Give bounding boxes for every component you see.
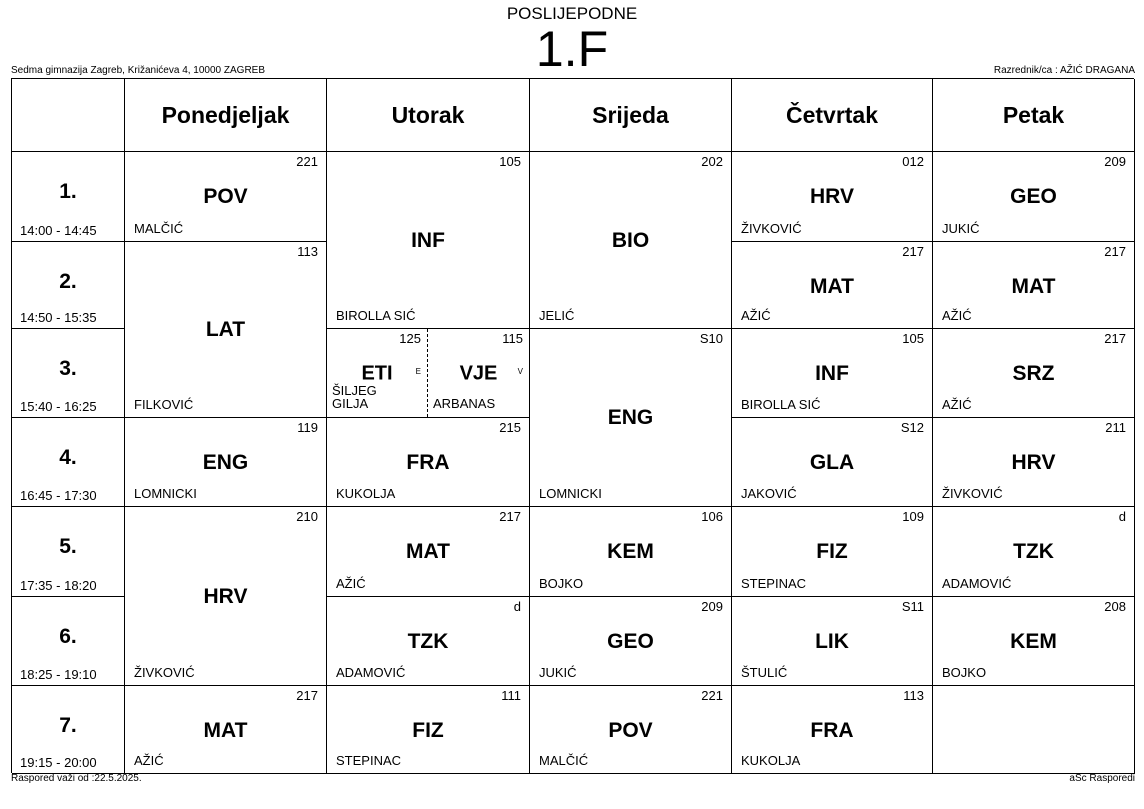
teacher-label: FILKOVIĆ xyxy=(134,397,194,412)
subject-label: HRV xyxy=(1011,451,1056,474)
group-label: V xyxy=(517,367,523,376)
period-cell xyxy=(12,507,125,597)
subject-label: BIO xyxy=(611,229,650,252)
period-number: 2. xyxy=(59,270,77,293)
lesson-cell xyxy=(125,418,327,507)
teacher-label: JUKIĆ xyxy=(942,221,980,236)
lesson-cell xyxy=(327,597,530,686)
room-label: 217 xyxy=(1104,331,1126,346)
period-cell xyxy=(12,152,125,242)
lesson-cell xyxy=(125,152,327,242)
teacher-label: BIROLLA SIĆ xyxy=(741,397,821,412)
lesson-cell xyxy=(732,242,933,329)
subject-label: LAT xyxy=(205,318,246,341)
subject-label: FRA xyxy=(810,719,854,742)
teacher-label: AŽIĆ xyxy=(942,308,972,323)
valid-from: Raspored važi od :22.5.2025. xyxy=(11,773,142,784)
lesson-cell xyxy=(933,507,1135,597)
room-label: 106 xyxy=(701,509,723,524)
subject-label: KEM xyxy=(1010,630,1057,653)
period-cell xyxy=(12,686,125,774)
subject-label: MAT xyxy=(1011,275,1056,298)
lesson-cell xyxy=(125,242,327,418)
period-time: 16:45 - 17:30 xyxy=(20,488,97,503)
room-label: 221 xyxy=(296,154,318,169)
period-time: 19:15 - 20:00 xyxy=(20,755,97,770)
group-label: E xyxy=(415,367,421,376)
lesson-cell xyxy=(732,507,933,597)
subject-label: INF xyxy=(411,229,445,252)
teacher-label: LOMNICKI xyxy=(134,486,197,501)
day-header: Ponedjeljak xyxy=(125,79,327,152)
subject-label: GLA xyxy=(809,451,855,474)
lesson-cell xyxy=(933,242,1135,329)
teacher-label: ADAMOVIĆ xyxy=(336,665,406,680)
subject-label: FIZ xyxy=(816,540,848,563)
room-label: 111 xyxy=(501,688,521,703)
school-address: Sedma gimnazija Zagreb, Križanićeva 4, 10000 ZAGREB xyxy=(11,65,266,76)
subject-label: HRV xyxy=(203,585,248,608)
lesson-cell xyxy=(327,418,530,507)
teacher-label: KUKOLJA xyxy=(741,753,801,768)
period-cell xyxy=(12,242,125,329)
lesson-cell xyxy=(327,152,530,329)
teacher-label: JELIĆ xyxy=(539,308,575,323)
lesson-cell xyxy=(732,329,933,418)
room-label: 125 xyxy=(399,331,421,346)
teacher-label: ADAMOVIĆ xyxy=(942,576,1012,591)
room-label: 119 xyxy=(297,420,318,435)
lesson-cell xyxy=(933,152,1135,242)
teacher-label: ŽIVKOVIĆ xyxy=(942,486,1003,501)
lesson-cell xyxy=(530,329,732,507)
teacher-label: STEPINAC xyxy=(336,753,402,768)
subject-label: FRA xyxy=(406,451,450,474)
shift-title: POSLIJEPODNE xyxy=(506,4,638,23)
room-label: 217 xyxy=(296,688,318,703)
subject-label: TZK xyxy=(407,630,449,653)
subject-label: GEO xyxy=(607,630,654,653)
period-cell xyxy=(12,329,125,418)
subject-label: KEM xyxy=(607,540,654,563)
teacher-label: AŽIĆ xyxy=(942,397,972,412)
split-lesson-part xyxy=(428,329,529,417)
teacher-label: ŠILJEG xyxy=(332,383,377,398)
period-time: 17:35 - 18:20 xyxy=(20,578,97,593)
teacher-label: LOMNICKI xyxy=(539,486,602,501)
room-label: 210 xyxy=(296,509,318,524)
teacher-label: ARBANAS xyxy=(433,396,496,411)
teacher-label: MALČIĆ xyxy=(134,221,184,236)
room-label: 105 xyxy=(902,331,924,346)
teacher-label: KUKOLJA xyxy=(336,486,396,501)
room-label: 211 xyxy=(1105,420,1126,435)
period-time: 18:25 - 19:10 xyxy=(20,667,97,682)
lesson-cell xyxy=(327,686,530,774)
subject-label: INF xyxy=(815,362,849,385)
subject-label: SRZ xyxy=(1012,362,1055,385)
class-teacher: Razrednik/ca : AŽIĆ DRAGANA xyxy=(993,65,1135,76)
corner-cell xyxy=(12,79,125,152)
period-number: 7. xyxy=(59,714,77,737)
teacher-label: ŠTULIĆ xyxy=(741,665,788,680)
period-time: 15:40 - 16:25 xyxy=(20,399,97,414)
split-lesson-cell xyxy=(327,329,530,418)
teacher-label: ŽIVKOVIĆ xyxy=(741,221,802,236)
subject-label: GEO xyxy=(1010,185,1057,208)
lesson-cell xyxy=(732,686,933,774)
timetable-grid xyxy=(11,78,1134,773)
subject-label: MAT xyxy=(810,275,854,298)
period-cell xyxy=(12,418,125,507)
subject-label: VJE xyxy=(459,362,498,385)
day-header: Utorak xyxy=(327,79,530,152)
room-label: S10 xyxy=(699,331,723,346)
period-number: 1. xyxy=(59,180,77,203)
teacher-label: MALČIĆ xyxy=(539,753,589,768)
subject-label: MAT xyxy=(203,719,248,742)
lesson-cell xyxy=(933,597,1135,686)
period-time: 14:00 - 14:45 xyxy=(20,223,97,238)
period-time: 14:50 - 15:35 xyxy=(20,310,97,325)
room-label: 012 xyxy=(902,154,924,169)
lesson-cell xyxy=(327,507,530,597)
room-label: 209 xyxy=(1104,154,1126,169)
period-number: 3. xyxy=(59,357,77,380)
subject-label: POV xyxy=(203,185,248,208)
teacher-label: JAKOVIĆ xyxy=(741,486,797,501)
room-label: d xyxy=(513,599,521,614)
teacher-label: AŽIĆ xyxy=(336,576,366,591)
teacher-label: BOJKO xyxy=(539,576,584,591)
lesson-cell xyxy=(530,507,732,597)
teacher-label: STEPINAC xyxy=(741,576,807,591)
lesson-cell xyxy=(530,686,732,774)
period-number: 5. xyxy=(59,535,77,558)
room-label: 208 xyxy=(1104,599,1126,614)
period-cell xyxy=(12,597,125,686)
room-label: d xyxy=(1118,509,1126,524)
room-label: 217 xyxy=(1104,244,1126,259)
teacher-label: GILJA xyxy=(332,396,369,411)
lesson-cell xyxy=(530,152,732,329)
teacher-label: JUKIĆ xyxy=(539,665,577,680)
teacher-label: ŽIVKOVIĆ xyxy=(134,665,195,680)
teacher-label: AŽIĆ xyxy=(134,753,164,768)
split-lesson-part xyxy=(327,329,428,417)
day-header: Petak xyxy=(933,79,1135,152)
empty-cell xyxy=(933,686,1135,774)
room-label: 217 xyxy=(499,509,521,524)
room-label: 109 xyxy=(902,509,924,524)
subject-label: FIZ xyxy=(412,719,444,742)
room-label: S11 xyxy=(901,599,924,614)
class-name: 1.F xyxy=(535,21,609,77)
subject-label: ENG xyxy=(202,451,249,474)
brand-label: aSc Rasporedi xyxy=(1069,773,1135,784)
room-label: 113 xyxy=(903,688,924,703)
lesson-cell xyxy=(125,686,327,774)
subject-label: POV xyxy=(608,719,653,742)
lesson-cell xyxy=(732,597,933,686)
teacher-label: BIROLLA SIĆ xyxy=(336,308,416,323)
lesson-cell xyxy=(732,152,933,242)
subject-label: ENG xyxy=(607,406,654,429)
period-number: 4. xyxy=(59,446,77,469)
subject-label: MAT xyxy=(406,540,450,563)
room-label: 105 xyxy=(499,154,521,169)
room-label: 215 xyxy=(499,420,521,435)
lesson-cell xyxy=(530,597,732,686)
room-label: 113 xyxy=(297,244,318,259)
teacher-label: AŽIĆ xyxy=(741,308,771,323)
lesson-cell xyxy=(125,507,327,686)
lesson-cell xyxy=(933,418,1135,507)
teacher-label: BOJKO xyxy=(942,665,987,680)
day-header: Četvrtak xyxy=(732,79,933,152)
room-label: 209 xyxy=(701,599,723,614)
day-header: Srijeda xyxy=(530,79,732,152)
subject-label: LIK xyxy=(815,630,849,653)
room-label: 115 xyxy=(502,331,523,346)
lesson-cell xyxy=(933,329,1135,418)
subject-label: HRV xyxy=(810,185,854,208)
lesson-cell xyxy=(732,418,933,507)
room-label: 221 xyxy=(701,688,723,703)
room-label: 202 xyxy=(701,154,723,169)
period-number: 6. xyxy=(59,625,77,648)
subject-label: ETI xyxy=(361,362,393,385)
room-label: S12 xyxy=(900,420,924,435)
room-label: 217 xyxy=(902,244,924,259)
subject-label: TZK xyxy=(1013,540,1054,563)
